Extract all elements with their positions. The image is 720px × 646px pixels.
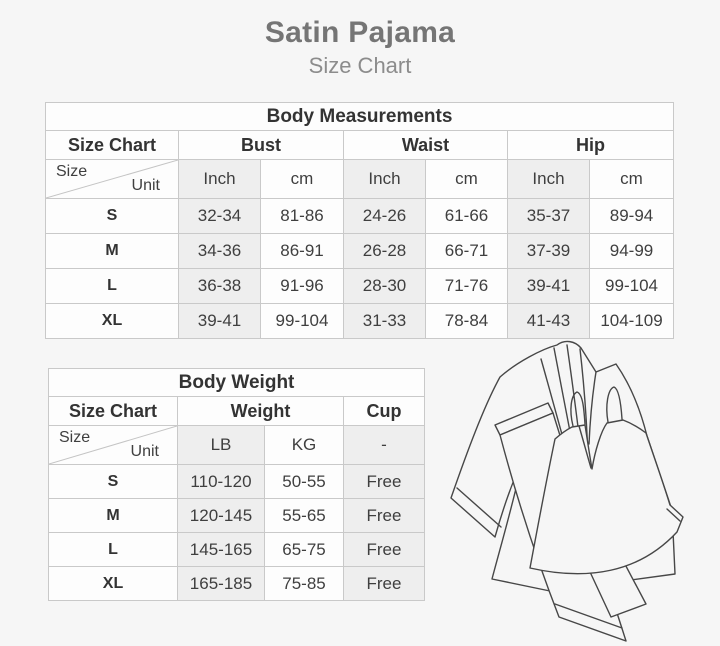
table-cell: 36-38: [179, 269, 261, 304]
table-cell: 94-99: [590, 234, 674, 269]
corner-unit-label: Unit: [130, 443, 159, 460]
table-cell: 78-84: [426, 304, 508, 339]
unit-header: Inch: [179, 160, 261, 199]
table-row: [46, 199, 674, 234]
table-title-row: [46, 103, 674, 131]
corner-size-label: Size: [56, 163, 88, 180]
group-header-row: [46, 131, 674, 160]
table-cell: 120-145: [178, 499, 265, 533]
unit-header: cm: [426, 160, 508, 199]
size-label: XL: [46, 304, 179, 339]
size-unit-corner-cell: [46, 160, 179, 199]
table-row: [46, 234, 674, 269]
corner-header: Size Chart: [49, 397, 178, 426]
unit-header: cm: [261, 160, 344, 199]
corner-size-label: Size: [59, 429, 91, 446]
table-cell: 66-71: [426, 234, 508, 269]
table-cell: 145-165: [178, 533, 265, 567]
table-cell: 50-55: [265, 465, 344, 499]
unit-header: Inch: [508, 160, 590, 199]
unit-header-row: [49, 426, 425, 465]
group-header-bust: Bust: [179, 131, 344, 160]
group-header-cup: Cup: [344, 397, 425, 426]
size-label: XL: [49, 567, 178, 601]
table-cell: 39-41: [179, 304, 261, 339]
unit-header: -: [344, 426, 425, 465]
table-cell: 110-120: [178, 465, 265, 499]
table-cell: 26-28: [344, 234, 426, 269]
unit-header-row: [46, 160, 674, 199]
table-cell: Free: [344, 499, 425, 533]
size-unit-corner-cell: [49, 426, 178, 465]
table-title-row: [49, 369, 425, 397]
size-label: S: [49, 465, 178, 499]
group-header-waist: Waist: [344, 131, 508, 160]
table-row: [49, 533, 425, 567]
table-title: Body Weight: [49, 369, 425, 397]
table-cell: 91-96: [261, 269, 344, 304]
table-cell: 37-39: [508, 234, 590, 269]
table-cell: 24-26: [344, 199, 426, 234]
table-title: Body Measurements: [46, 103, 674, 131]
table-cell: 81-86: [261, 199, 344, 234]
body-measurements-table: [45, 102, 674, 339]
table-cell: 71-76: [426, 269, 508, 304]
page-title: Satin Pajama: [264, 16, 456, 49]
table-cell: 31-33: [344, 304, 426, 339]
table-cell: 35-37: [508, 199, 590, 234]
table-cell: 41-43: [508, 304, 590, 339]
group-header-row: [49, 397, 425, 426]
table-cell: 55-65: [265, 499, 344, 533]
unit-header: LB: [178, 426, 265, 465]
corner-header: Size Chart: [46, 131, 179, 160]
table-cell: 99-104: [590, 269, 674, 304]
table-row: [46, 269, 674, 304]
corner-unit-label: Unit: [131, 177, 160, 194]
body-weight-table: [48, 368, 425, 601]
table-cell: Free: [344, 567, 425, 601]
size-label: L: [49, 533, 178, 567]
unit-header: Inch: [344, 160, 426, 199]
table-cell: 104-109: [590, 304, 674, 339]
table-cell: 86-91: [261, 234, 344, 269]
table-cell: 99-104: [261, 304, 344, 339]
table-cell: 89-94: [590, 199, 674, 234]
table-cell: Free: [344, 533, 425, 567]
size-label: M: [46, 234, 179, 269]
size-label: M: [49, 499, 178, 533]
size-label: S: [46, 199, 179, 234]
table-cell: 28-30: [344, 269, 426, 304]
group-header-weight: Weight: [178, 397, 344, 426]
table-cell: 39-41: [508, 269, 590, 304]
pajama-illustration-icon: [438, 332, 720, 644]
unit-header: KG: [265, 426, 344, 465]
table-cell: 32-34: [179, 199, 261, 234]
table-row: [49, 567, 425, 601]
table-cell: 75-85: [265, 567, 344, 601]
table-cell: 65-75: [265, 533, 344, 567]
page-subtitle: Size Chart: [308, 53, 412, 78]
group-header-hip: Hip: [508, 131, 674, 160]
size-label: L: [46, 269, 179, 304]
table-cell: Free: [344, 465, 425, 499]
table-cell: 165-185: [178, 567, 265, 601]
table-row: [49, 465, 425, 499]
table-cell: 34-36: [179, 234, 261, 269]
table-row: [49, 499, 425, 533]
unit-header: cm: [590, 160, 674, 199]
table-cell: 61-66: [426, 199, 508, 234]
